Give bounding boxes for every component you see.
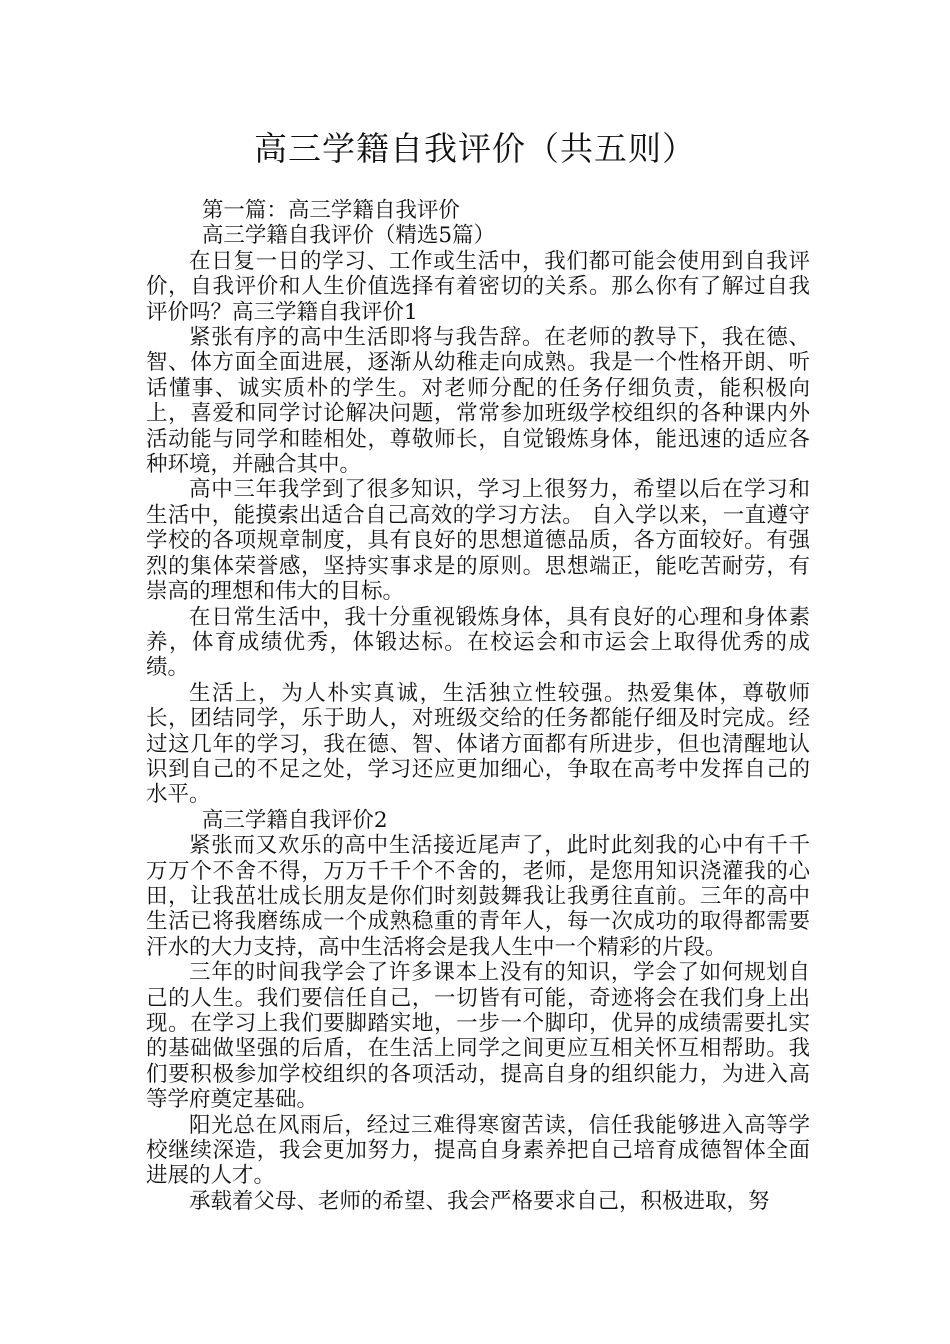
paragraph: 在日常生活中，我十分重视锻炼身体，具有良好的心理和身体素养，体育成绩优秀，体锻达标。在校运会和市运会上取得优秀的成绩。 (146, 604, 810, 681)
paragraph: 三年的时间我学会了许多课本上没有的知识，学会了如何规划自己的人生。我们要信任自己，一切皆有可能，奇迹将会在我们身上出现。在学习上我们要脚踏实地，一步一个脚印，优异的成绩需要扎实的基础做坚强的后盾，在生活上同学之间更应互相关怀互相帮助。我们要积极参加学校组织的各项活动，提高自身的组织能力，为进入高等学府奠定基础。 (146, 960, 810, 1113)
paragraph: 生活上，为人朴实真诚，生活独立性较强。热爱集体，尊敬师长，团结同学，乐于助人，对班级交给的任务都能仔细及时完成。经过这几年的学习，我在德、智、体诸方面都有所进步，但也清醒地认识到自己的不足之处，学习还应更加细心，争取在高考中发挥自己的水平。 (146, 680, 810, 808)
paragraph: 阳光总在风雨后，经过三难得寒窗苦读，信任我能够进入高等学校继续深造，我会更加努力，提高自身素养把自己培育成德智体全面进展的人才。 (146, 1112, 810, 1189)
paragraph: 承载着父母、老师的希望、我会严格要求自己，积极进取，努 (189, 1188, 770, 1214)
paragraph: 高中三年我学到了很多知识，学习上很努力，希望以后在学习和生活中，能摸索出适合自己高效的学习方法。 自入学以来，一直遵守学校的各项规章制度，具有良好的思想道德品质，各方面较好。有强烈的集体荣誉感，坚持实事求是的原则。思想端正，能吃苦耐劳，有崇高的理想和伟大的目标。 (146, 477, 810, 605)
document-body (146, 198, 810, 1214)
paragraph: 紧张而又欢乐的高中生活接近尾声了，此时此刻我的心中有千千万万个不舍不得，万万千千个不舍的，老师，是您用知识浇灌我的心田，让我茁壮成长朋友是你们时刻鼓舞我让我勇往直前。三年的高中生活已将我磨练成一个成熟稳重的青年人，每一次成功的取得都需要汗水的大力支持，高中生活将会是我人生中一个精彩的片段。 (146, 833, 810, 960)
paragraph: 紧张有序的高中生活即将与我告辞。在老师的教导下，我在德、智、体方面全面进展，逐渐从幼稚走向成熟。我是一个性格开朗、听话懂事、诚实质朴的学生。对老师分配的任务仔细负责，能积极向上，喜爱和同学讨论解决问题，常常参加班级学校组织的各种课内外活动能与同学和睦相处，尊敬师长，自觉锻炼身体，能迅速的适应各种环境，并融合其中。 (146, 325, 810, 478)
subsection-heading: 高三学籍自我评价2 (201, 807, 388, 833)
paragraph: 在日复一日的学习、工作或生活中，我们都可能会使用到自我评价，自我评价和人生价值选择有着密切的关系。那么你有了解过自我评价吗？高三学籍自我评价1 (146, 248, 810, 325)
section-heading: 第一篇：高三学籍自我评价 (201, 198, 460, 223)
subsection-heading: 高三学籍自我评价（精选5篇） (201, 223, 496, 249)
document-title: 高三学籍自我评价（共五则） (254, 129, 696, 168)
